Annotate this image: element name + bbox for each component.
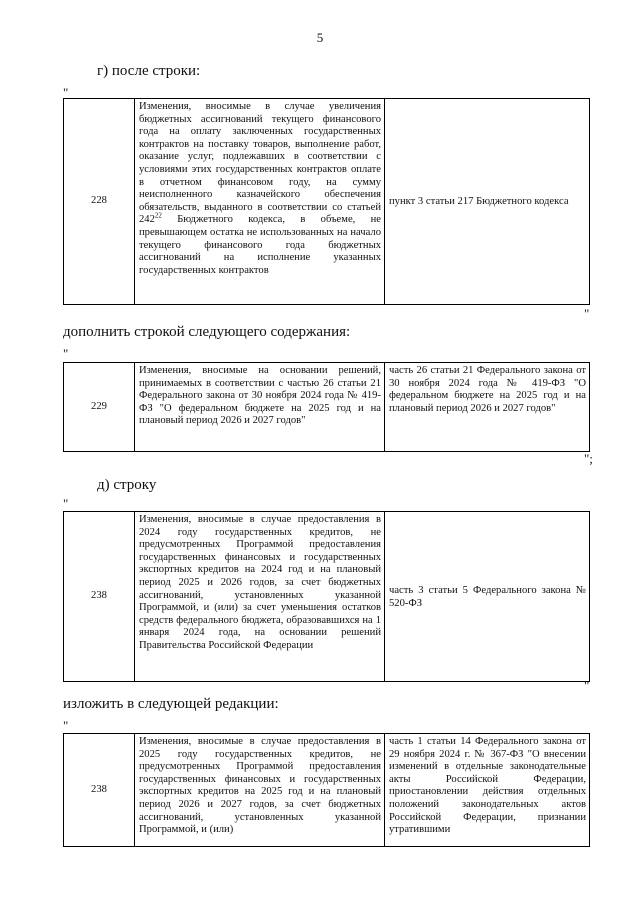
- table-row: [64, 363, 590, 452]
- row-basis: пункт 3 статьи 217 Бюджетного кодекса: [385, 99, 590, 305]
- row-number: 229: [64, 363, 135, 452]
- amendment-table: [63, 98, 590, 305]
- row-description: [135, 99, 385, 305]
- section-heading: д) строку: [97, 477, 157, 493]
- close-quote: ": [584, 678, 590, 693]
- row-description: Изменения, вносимые в случае предоставления в 2024 году государственных кредитов, не предусмотренных Программой предоставления государственных финансовых и государственных экспортных кредитов на 2024 год и на плановый период 2025 и 2026 годов, за счет бюджетных ассигнований, установленных указанной Программой, и (или) за счет уменьшения остатков средств федерального бюджета, образовавшихся на 1 января 2024 года, на основании решений Правительства Российской Федерации: [135, 512, 385, 682]
- table-row: [64, 734, 590, 847]
- row-number: 238: [64, 512, 135, 682]
- amendment-table: [63, 733, 590, 847]
- row-basis: часть 26 статьи 21 Федерального закона от 30 ноября 2024 года № 419-ФЗ "О федеральном бюджете на 2025 год и на плановый период 2026 и 2027 годов": [385, 363, 590, 452]
- section-heading: дополнить строкой следующего содержания:: [63, 324, 351, 340]
- row-description: Изменения, вносимые в случае предоставления в 2025 году государственных кредитов, не предусмотренных Программой предоставления государственных финансовых и государственных экспортных кредитов на 2025 год и на плановый период 2026 и 2027 годов, за счет бюджетных ассигнований, установленных указанной Программой, и (или): [135, 734, 385, 847]
- close-quote: ": [584, 306, 590, 321]
- description-superscript: 22: [154, 211, 162, 220]
- open-quote: ": [63, 718, 69, 733]
- row-description: Изменения, вносимые на основании решений, принимаемых в соответствии с частью 26 статьи 21 Федерального закона от 30 ноября 2024 года № 419-ФЗ "О федеральном бюджете на 2025 год и на плановый период 2026 и 2027 годов": [135, 363, 385, 452]
- table-row: [64, 512, 590, 682]
- row-number: 228: [64, 99, 135, 305]
- close-quote: ";: [584, 451, 593, 466]
- section-heading: изложить в следующей редакции:: [63, 696, 279, 712]
- amendment-table: [63, 511, 590, 682]
- open-quote: ": [63, 346, 69, 361]
- amendment-table: [63, 362, 590, 452]
- open-quote: ": [63, 85, 69, 100]
- row-number: 238: [64, 734, 135, 847]
- section-heading: г) после строки:: [97, 63, 201, 79]
- table-row: [64, 99, 590, 305]
- page-number: 5: [316, 30, 324, 45]
- open-quote: ": [63, 496, 69, 511]
- row-basis: часть 3 статьи 5 Федерального закона № 520-ФЗ: [385, 512, 590, 682]
- description-text: Изменения, вносимые в случае увеличения бюджетных ассигнований текущего финансового года на оплату заключенных государственных контрактов на поставку товаров, выполнение работ, оказание услуг, подлежавших в соответствии с условиями этих государственных контрактов оплате в отчетном финансовом году, на сумму неисполненного казначейского обеспечения обязательств, выданного в соответствии со статьей 242: [139, 101, 381, 226]
- description-text-tail: Бюджетного кодекса, в объеме, не превышающем остатка не использованных на начало текущего финансового года бюджетных ассигнований на исполнение указанных государственных контрактов: [139, 214, 381, 276]
- row-basis: часть 1 статьи 14 Федерального закона от 29 ноября 2024 г. № 367-ФЗ "О внесении изменений в отдельные законодательные акты Российской Федерации, приостановлении действия отдельных положений законодательных актов Российской Федерации, признании утратившими: [385, 734, 590, 847]
